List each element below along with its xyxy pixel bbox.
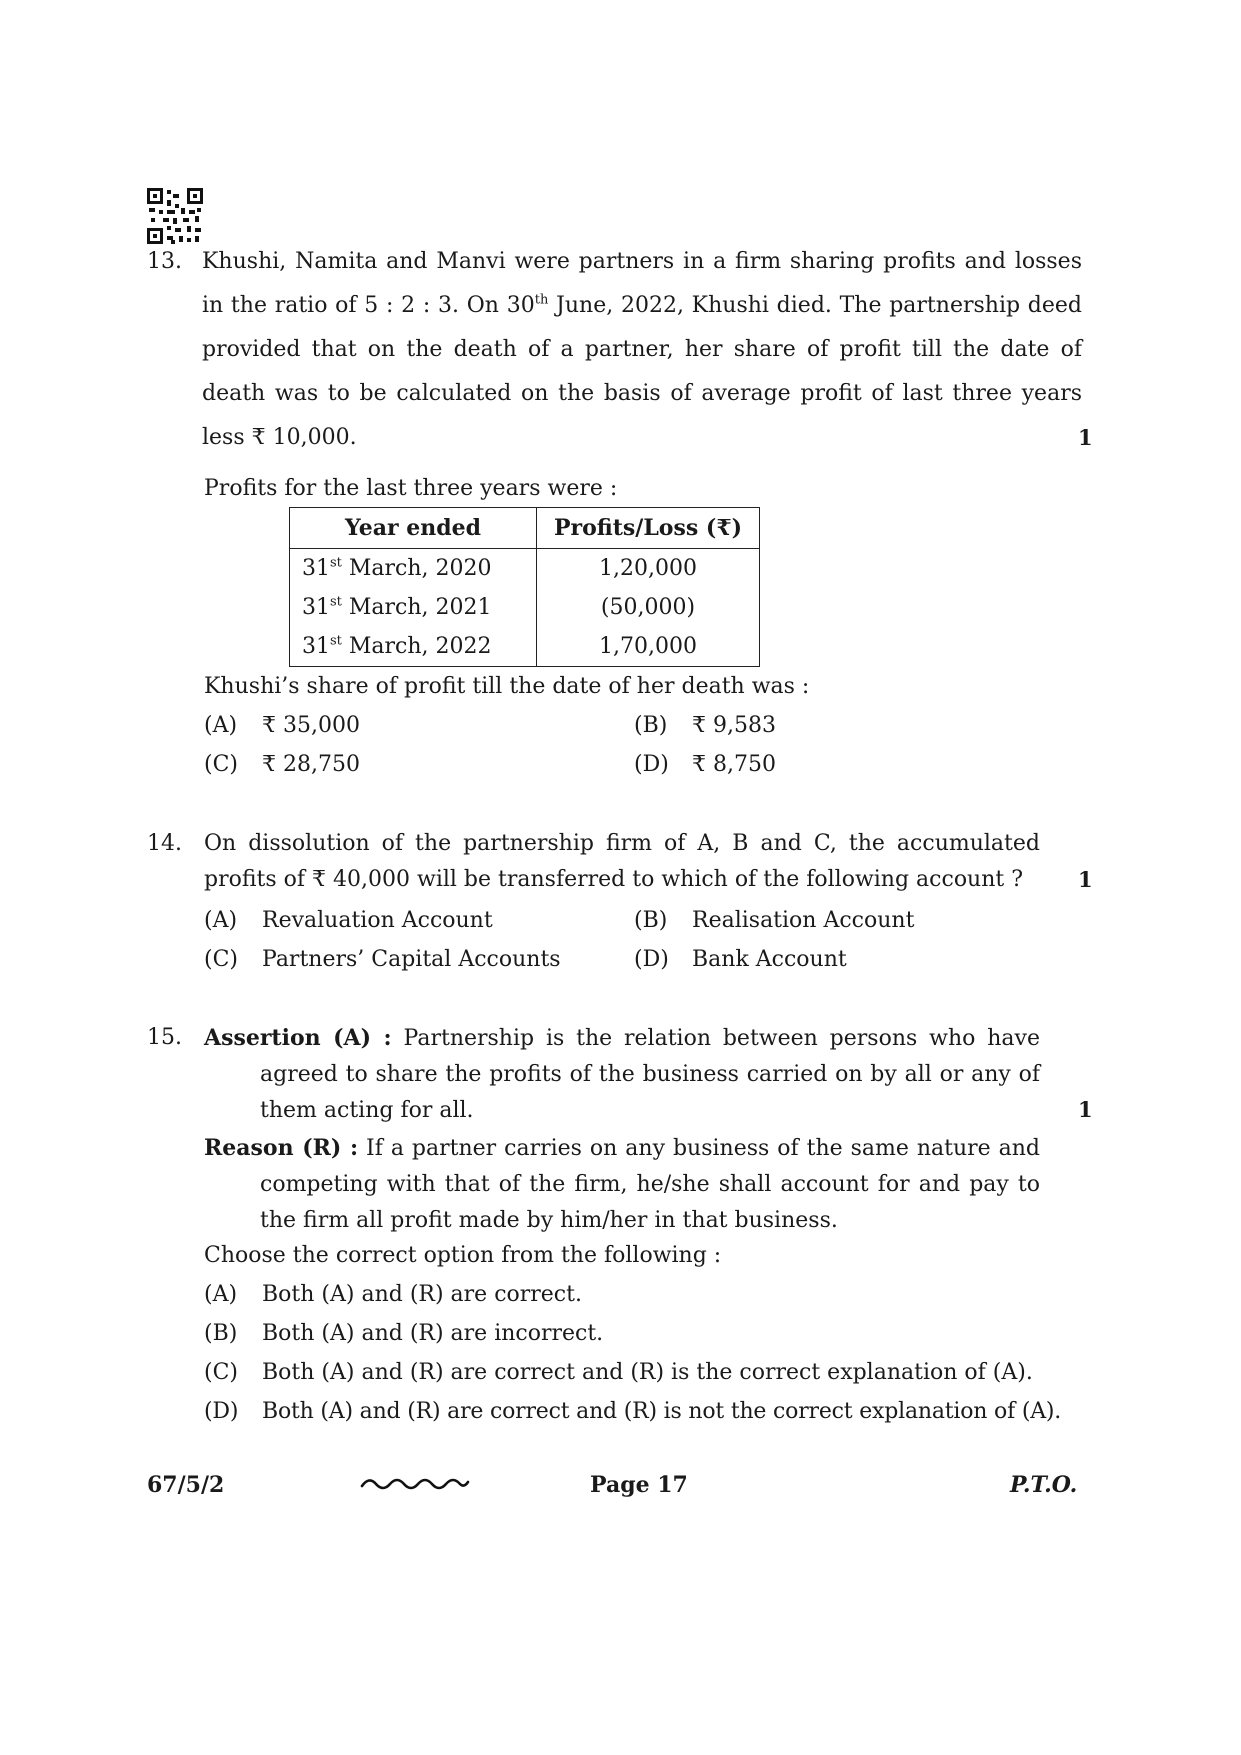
- assertion-label: Assertion (A) :: [204, 1025, 392, 1051]
- q15-option-d[interactable]: (D) Both (A) and (R) are correct and (R) is not the correct explanation of (A).: [204, 1399, 1062, 1424]
- q14-option-c[interactable]: (C) Partners’ Capital Accounts: [204, 947, 561, 972]
- q13-option-d[interactable]: (D) ₹ 8,750: [634, 752, 776, 777]
- question-number-13: 13.: [147, 249, 182, 274]
- q15-option-b[interactable]: (B) Both (A) and (R) are incorrect.: [204, 1321, 604, 1346]
- table-cell-value: 1,70,000: [537, 627, 760, 667]
- marks-q15: 1: [1078, 1097, 1093, 1122]
- wave-ornament-icon: [360, 1474, 470, 1494]
- q13-line-4: death was to be calculated on the basis of average profit of last three years: [202, 381, 1082, 406]
- table-row: [290, 549, 760, 589]
- table-cell-year: 31st March, 2022: [290, 627, 537, 667]
- reason-line-2: competing with that of the firm, he/she shall account for and pay to: [260, 1172, 1040, 1197]
- table-row: [290, 627, 760, 667]
- table-header-year: Year ended: [290, 508, 537, 549]
- choose-instruction: Choose the correct option from the following :: [204, 1243, 722, 1268]
- assertion-block: [204, 1020, 1040, 1129]
- qr-code-icon: [147, 188, 203, 244]
- q15-option-a[interactable]: (A) Both (A) and (R) are correct.: [204, 1282, 582, 1307]
- q13-line-3: provided that on the death of a partner, her share of profit till the date of: [202, 337, 1082, 362]
- page-number: Page 17: [590, 1472, 688, 1498]
- marks-q14: 1: [1078, 867, 1093, 892]
- paper-code: 67/5/2: [147, 1472, 225, 1498]
- table-cell-year: 31st March, 2021: [290, 588, 537, 627]
- question-13-text: [202, 240, 1082, 460]
- q13-line-2: in the ratio of 5 : 2 : 3. On 30th June, 2022, Khushi died. The partnership deed: [202, 292, 1082, 318]
- table-cell-value: 1,20,000: [537, 549, 760, 589]
- question-number-14: 14.: [147, 831, 182, 856]
- marks-q13: 1: [1078, 425, 1093, 450]
- q13-option-b[interactable]: (B) ₹ 9,583: [634, 713, 776, 738]
- table-cell-year: 31st March, 2020: [290, 549, 537, 589]
- table-intro: Profits for the last three years were :: [204, 476, 618, 501]
- table-cell-value: (50,000): [537, 588, 760, 627]
- reason-line-1: Reason (R) : If a partner carries on any business of the same nature and: [204, 1135, 1040, 1161]
- q13-question: Khushi’s share of profit till the date of her death was :: [204, 674, 810, 699]
- q14-line-2: profits of ₹ 40,000 will be transferred to which of the following account ?: [204, 867, 1024, 892]
- assertion-line-2: agreed to share the profits of the business carried on by all or any of: [260, 1062, 1040, 1087]
- q14-option-a[interactable]: (A) Revaluation Account: [204, 908, 493, 933]
- q14-line-1: On dissolution of the partnership firm of A, B and C, the accumulated: [204, 831, 1040, 856]
- assertion-line-1: Assertion (A) : Partnership is the relation between persons who have: [204, 1025, 1040, 1051]
- table-header-profit: Profits/Loss (₹): [537, 508, 760, 549]
- profits-table: [289, 507, 760, 667]
- table-row: [290, 588, 760, 627]
- pto-label: P.T.O.: [1010, 1472, 1078, 1498]
- q15-option-c[interactable]: (C) Both (A) and (R) are correct and (R) is the correct explanation of (A).: [204, 1360, 1033, 1385]
- q13-line-1: Khushi, Namita and Manvi were partners in a firm sharing profits and losses: [202, 249, 1082, 274]
- q14-option-b[interactable]: (B) Realisation Account: [634, 908, 915, 933]
- reason-label: Reason (R) :: [204, 1135, 359, 1161]
- table-header-row: [290, 508, 760, 549]
- q13-option-a[interactable]: (A) ₹ 35,000: [204, 713, 360, 738]
- q14-option-d[interactable]: (D) Bank Account: [634, 947, 847, 972]
- question-14-text: [204, 826, 1040, 898]
- q13-line-5: less ₹ 10,000.: [202, 425, 357, 450]
- question-number-15: 15.: [147, 1025, 182, 1050]
- reason-block: [204, 1130, 1040, 1239]
- reason-line-3: the firm all profit made by him/her in that business.: [260, 1208, 838, 1233]
- assertion-line-3: them acting for all.: [260, 1098, 474, 1123]
- q13-option-c[interactable]: (C) ₹ 28,750: [204, 752, 360, 777]
